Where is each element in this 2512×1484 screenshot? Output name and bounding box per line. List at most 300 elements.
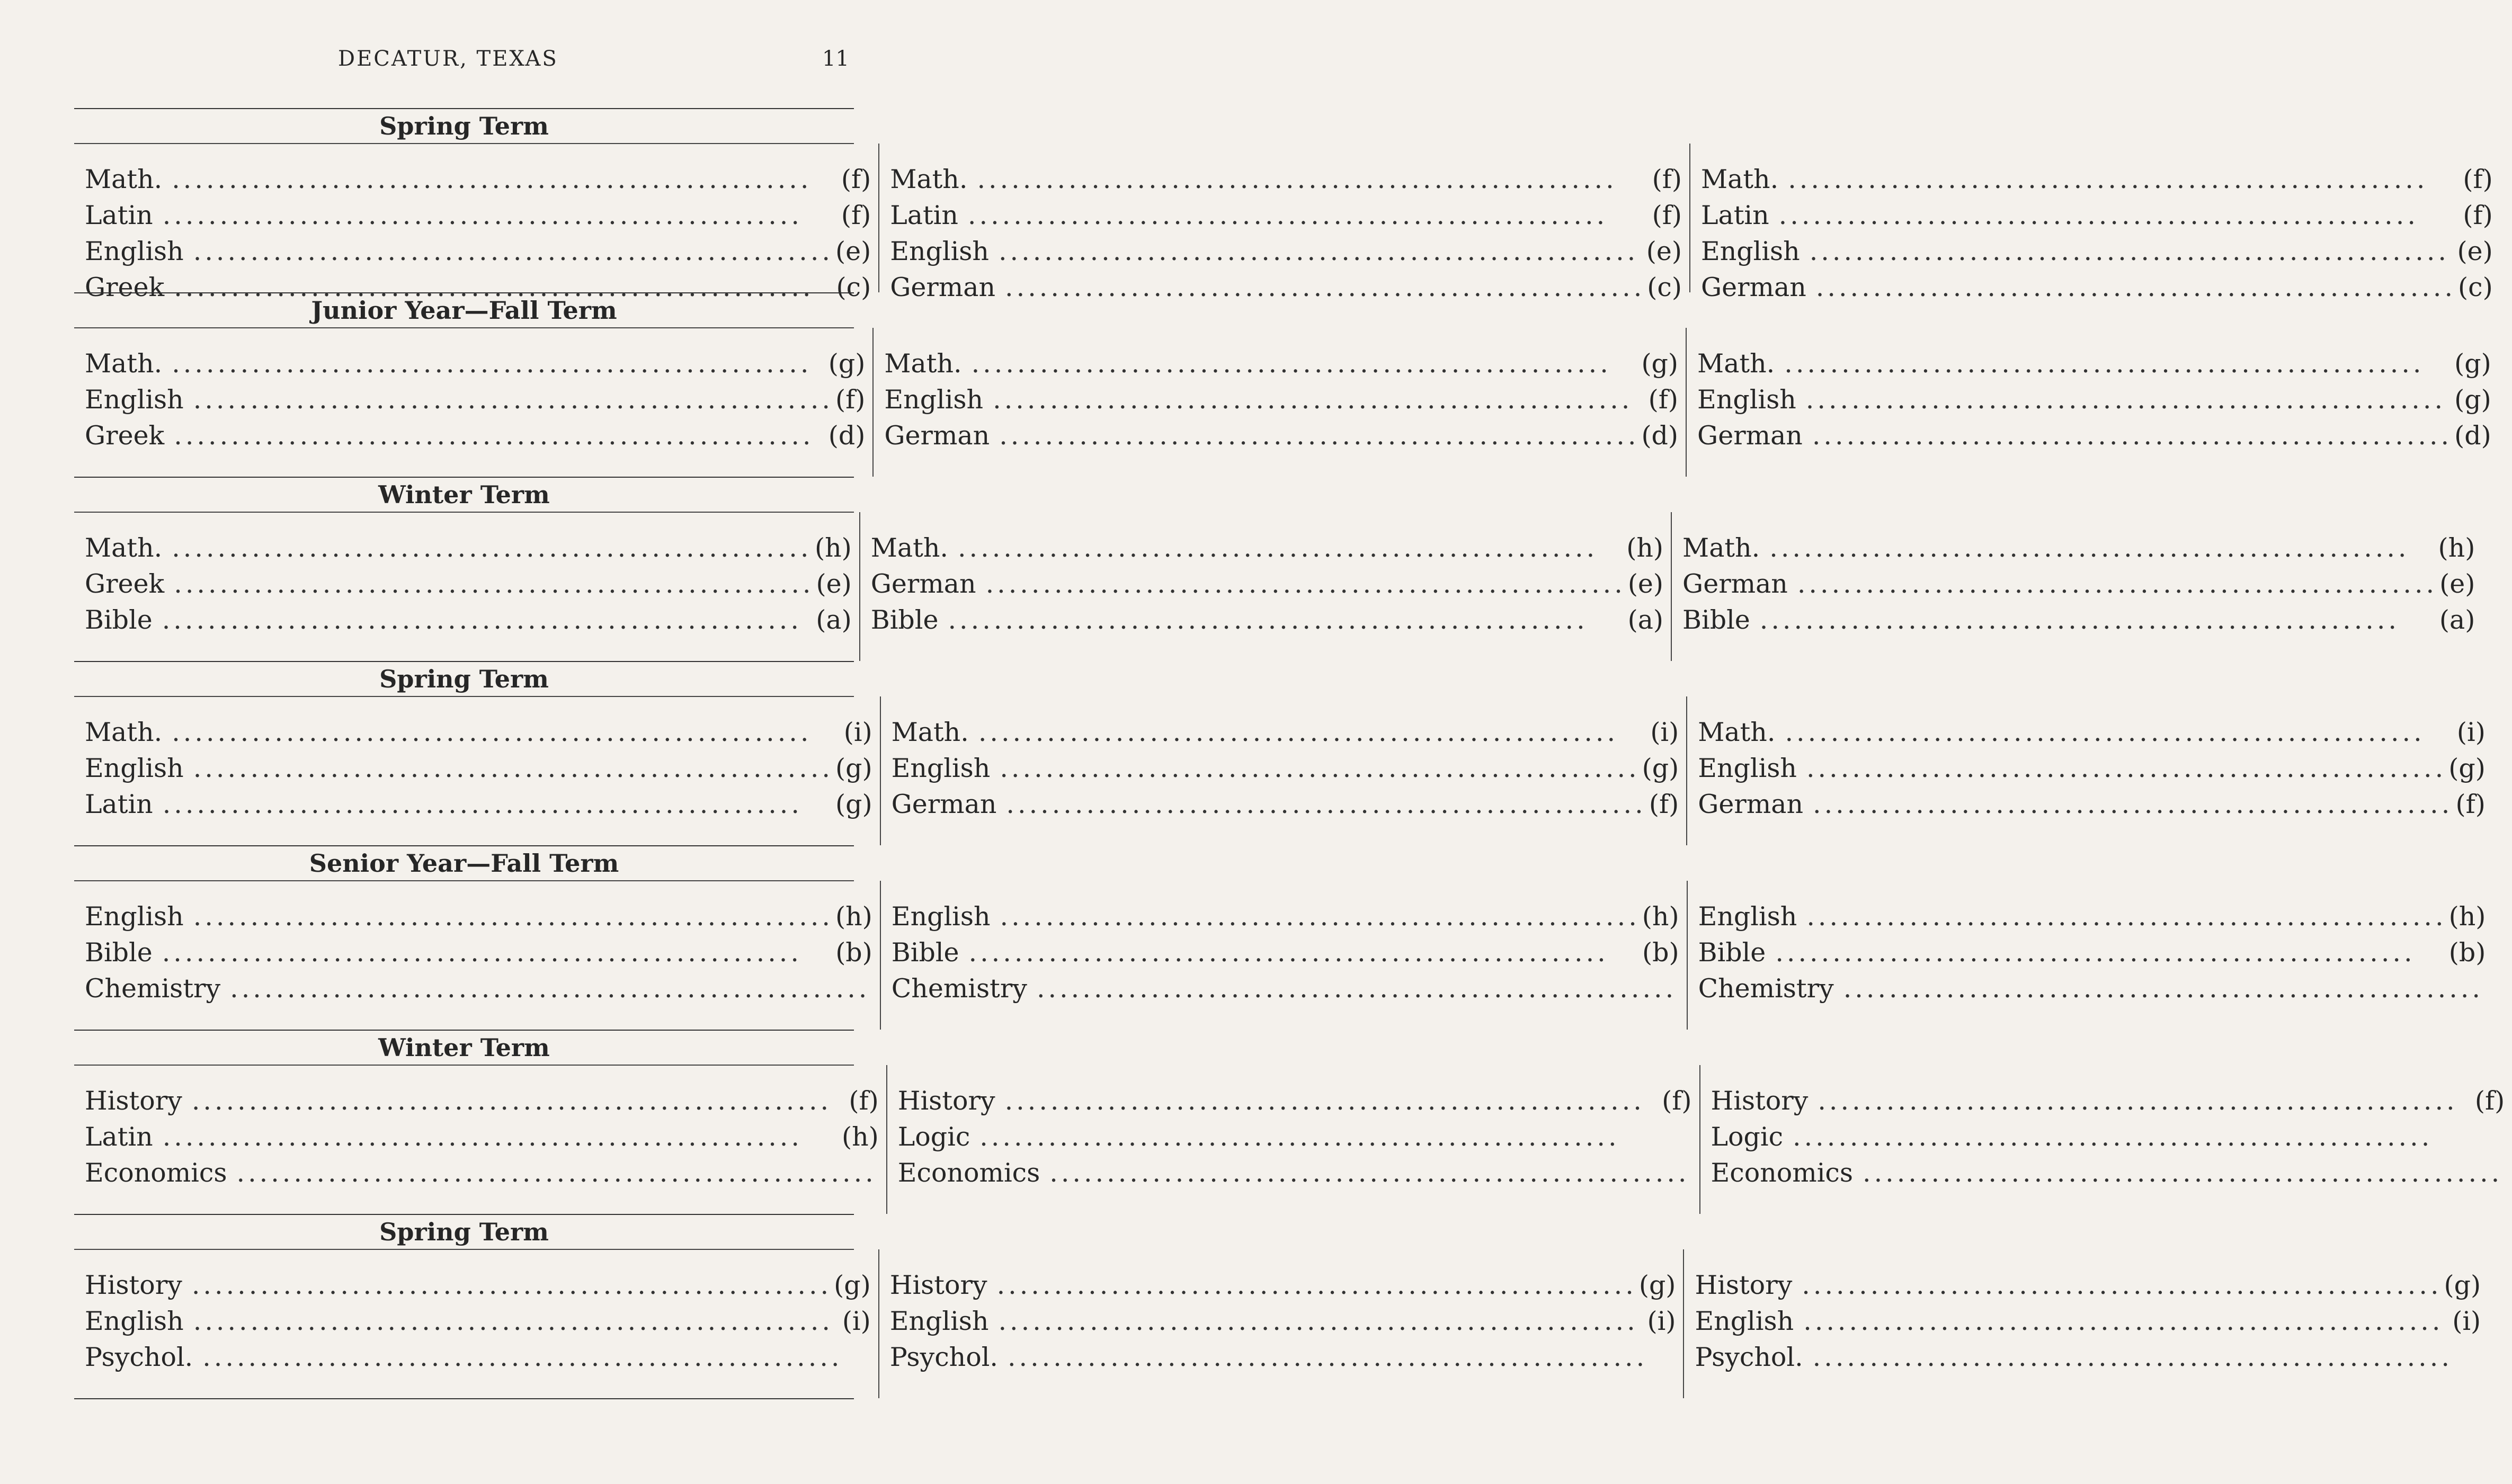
dot-leader — [1810, 234, 2455, 270]
dot-leader — [1785, 714, 2454, 750]
course-columns — [74, 328, 2491, 477]
course-row — [1682, 566, 2475, 602]
subject-name: English — [1695, 1306, 1794, 1336]
course-row — [1701, 198, 2493, 234]
running-title: DECATUR, TEXAS — [338, 47, 558, 71]
grade-code: (f) — [2463, 200, 2493, 230]
course-row — [85, 382, 865, 418]
course-row — [892, 935, 1679, 971]
dot-leader — [978, 714, 1648, 750]
course-row — [892, 750, 1679, 786]
dot-leader — [192, 1267, 832, 1303]
course-row — [1695, 1303, 2481, 1339]
course-column — [878, 144, 1689, 302]
section-rule — [74, 292, 854, 293]
dot-leader — [193, 750, 833, 786]
dot-leader — [979, 1119, 1689, 1155]
subject-name: English — [85, 753, 184, 783]
grade-code: (f) — [2463, 164, 2493, 194]
dot-leader — [1806, 382, 2452, 418]
grade-code: (e) — [2457, 236, 2493, 266]
course-columns — [74, 144, 2493, 302]
subject-name: German — [884, 421, 990, 451]
course-column — [74, 881, 880, 1030]
dot-leader — [1816, 270, 2456, 306]
subject-name: Economics — [85, 1158, 227, 1188]
subject-name: English — [891, 901, 991, 932]
grade-code: (i) — [1647, 1306, 1676, 1336]
dot-leader — [1812, 418, 2452, 454]
course-column — [74, 1065, 886, 1214]
dot-leader — [202, 1339, 868, 1375]
dot-leader — [163, 1119, 840, 1155]
grade-code: (g) — [835, 789, 872, 819]
subject-name: Chemistry — [85, 973, 221, 1004]
grade-code: (c) — [836, 272, 871, 302]
schedule-end — [74, 1398, 854, 1400]
dot-leader — [998, 1303, 1645, 1339]
section-rule — [74, 1214, 854, 1215]
subject-name: English — [1698, 901, 1797, 932]
dot-leader — [1788, 162, 2461, 198]
subject-name: Greek — [85, 569, 165, 599]
dot-leader — [163, 786, 833, 823]
course-row — [85, 1339, 871, 1375]
dot-leader — [969, 935, 1640, 971]
course-row — [85, 1119, 879, 1155]
term-section — [74, 292, 2491, 477]
course-row — [892, 971, 1679, 1007]
term-section — [74, 1030, 2505, 1214]
grade-code: (h) — [841, 1122, 879, 1152]
subject-name: Bible — [1698, 937, 1766, 968]
subject-name: Greek — [85, 421, 165, 451]
subject-name: Economics — [1711, 1158, 1853, 1188]
subject-name: Chemistry — [891, 973, 1027, 1004]
dot-leader — [1775, 935, 2446, 971]
course-column — [1686, 696, 2493, 845]
course-row — [1695, 1339, 2481, 1375]
subject-name: Psychol. — [85, 1342, 193, 1372]
dot-leader — [1779, 198, 2461, 234]
course-row — [85, 750, 872, 786]
grade-code: (g) — [835, 753, 872, 783]
course-row — [892, 899, 1679, 935]
subject-name: Bible — [891, 937, 959, 968]
subject-name: English — [1700, 236, 1800, 266]
grade-code: (f) — [841, 200, 871, 230]
grade-code: (f) — [2474, 1086, 2505, 1116]
grade-code: (g) — [2454, 385, 2491, 415]
subject-name: History — [85, 1086, 182, 1116]
subject-name: English — [891, 753, 991, 783]
subject-name: Math. — [1682, 533, 1760, 563]
course-column — [74, 144, 878, 302]
grade-code: (a) — [2439, 605, 2475, 635]
course-row — [85, 602, 852, 638]
dot-leader — [162, 935, 833, 971]
dot-leader — [1784, 346, 2452, 382]
course-row — [884, 382, 1678, 418]
dot-leader — [1802, 1267, 2442, 1303]
grade-code: (i) — [843, 717, 872, 747]
dot-leader — [1000, 750, 1640, 786]
course-row — [1711, 1119, 2505, 1155]
subject-name: Bible — [1682, 605, 1750, 635]
subject-name: History — [1711, 1086, 1809, 1116]
course-row — [85, 530, 852, 566]
dot-leader — [192, 1083, 847, 1119]
subject-name: Math. — [85, 533, 163, 563]
dot-leader — [1797, 566, 2437, 602]
subject-name: German — [891, 789, 997, 819]
section-title: Winter Term — [378, 480, 550, 509]
dot-leader — [1863, 1155, 2502, 1191]
grade-code: (f) — [849, 1086, 879, 1116]
section-rule — [74, 108, 854, 109]
course-row — [85, 198, 871, 234]
dot-leader — [1793, 1119, 2502, 1155]
course-column — [880, 881, 1687, 1030]
dot-leader — [172, 162, 839, 198]
grade-code: (g) — [2454, 348, 2491, 379]
course-row — [1701, 162, 2493, 198]
course-row — [1698, 971, 2486, 1007]
dot-leader — [1803, 1303, 2450, 1339]
section-rule — [74, 477, 854, 478]
dot-leader — [993, 382, 1646, 418]
course-row — [1682, 602, 2475, 638]
course-row — [871, 530, 1663, 566]
grade-code: (h) — [814, 533, 852, 563]
course-columns — [74, 1249, 2481, 1398]
course-columns — [74, 1065, 2505, 1214]
grade-code: (h) — [835, 901, 872, 932]
grade-code: (b) — [835, 937, 872, 968]
section-rule — [74, 1030, 854, 1031]
grade-code: (h) — [1626, 533, 1664, 563]
grade-code: (a) — [816, 605, 852, 635]
dot-leader — [1813, 786, 2453, 823]
course-row — [1697, 382, 2491, 418]
course-row — [1698, 750, 2486, 786]
section-rule — [74, 845, 854, 846]
grade-code: (f) — [1662, 1086, 1692, 1116]
dot-leader — [1008, 1339, 1673, 1375]
dot-leader — [1760, 602, 2437, 638]
subject-name: Bible — [85, 605, 153, 635]
course-row — [890, 162, 1682, 198]
course-row — [85, 1303, 871, 1339]
dot-leader — [1769, 530, 2436, 566]
section-title: Junior Year—Fall Term — [311, 296, 617, 325]
section-title: Spring Term — [379, 112, 549, 140]
dot-leader — [968, 198, 1650, 234]
grade-code: (g) — [2444, 1270, 2481, 1300]
grade-code: (e) — [816, 569, 852, 599]
course-row — [1698, 786, 2486, 823]
grade-code: (g) — [1642, 753, 1679, 783]
grade-code: (e) — [2439, 569, 2475, 599]
subject-name: Latin — [85, 789, 153, 819]
course-row — [85, 346, 865, 382]
dot-leader — [958, 530, 1624, 566]
dot-leader — [193, 899, 833, 935]
term-section — [74, 661, 2486, 845]
subject-name: History — [897, 1086, 995, 1116]
dot-leader — [972, 346, 1640, 382]
grade-code: (c) — [1647, 272, 1682, 302]
grade-code: (d) — [828, 421, 866, 451]
subject-name: Psychol. — [889, 1342, 998, 1372]
subject-name: German — [870, 569, 976, 599]
course-row — [1711, 1083, 2505, 1119]
course-row — [85, 1155, 879, 1191]
grade-code: (f) — [835, 385, 866, 415]
grade-code: (i) — [1650, 717, 1679, 747]
dot-leader — [999, 234, 1644, 270]
subject-name: Bible — [870, 605, 939, 635]
course-row — [890, 234, 1682, 270]
subject-name: Math. — [1697, 348, 1775, 379]
course-row — [85, 418, 865, 454]
course-row — [898, 1119, 1692, 1155]
subject-name: English — [1698, 753, 1797, 783]
course-row — [871, 566, 1663, 602]
subject-name: Math. — [884, 348, 962, 379]
term-section — [74, 477, 2475, 661]
course-row — [898, 1155, 1692, 1191]
grade-code: (f) — [1652, 200, 1682, 230]
section-title: Spring Term — [379, 665, 549, 693]
course-row — [871, 602, 1663, 638]
course-row — [85, 1083, 879, 1119]
grade-code: (b) — [1642, 937, 1679, 968]
subject-name: Greek — [85, 272, 165, 302]
course-row — [85, 714, 872, 750]
section-title: Senior Year—Fall Term — [309, 849, 619, 878]
grade-code: (f) — [2455, 789, 2486, 819]
grade-code: (e) — [835, 236, 871, 266]
course-column — [1699, 1065, 2512, 1214]
subject-name: Math. — [1700, 164, 1779, 194]
section-title: Winter Term — [378, 1033, 550, 1062]
course-row — [890, 1303, 1676, 1339]
dot-leader — [174, 418, 826, 454]
dot-leader — [1818, 1083, 2473, 1119]
subject-name: English — [890, 236, 989, 266]
course-row — [890, 1339, 1676, 1375]
course-row — [892, 786, 1679, 823]
grade-code: (g) — [2448, 753, 2486, 783]
subject-name: History — [1695, 1270, 1793, 1300]
course-row — [85, 1267, 871, 1303]
dot-leader — [999, 418, 1639, 454]
subject-name: German — [1682, 569, 1788, 599]
course-column — [74, 512, 859, 661]
dot-leader — [997, 1267, 1637, 1303]
course-row — [1701, 270, 2493, 306]
course-row — [1701, 234, 2493, 270]
section-title: Spring Term — [379, 1218, 549, 1246]
course-row — [85, 899, 872, 935]
course-row — [1697, 418, 2491, 454]
dot-leader — [162, 602, 814, 638]
course-row — [1697, 346, 2491, 382]
subject-name: English — [85, 385, 184, 415]
subject-name: Logic — [1711, 1122, 1784, 1152]
course-column — [1687, 881, 2493, 1030]
dot-leader — [193, 382, 833, 418]
grade-code: (i) — [2452, 1306, 2481, 1336]
dot-leader — [1005, 1083, 1660, 1119]
course-row — [890, 198, 1682, 234]
grade-code: (d) — [2454, 421, 2491, 451]
course-row — [85, 935, 872, 971]
subject-name: German — [1700, 272, 1806, 302]
course-row — [1695, 1267, 2481, 1303]
subject-name: German — [890, 272, 996, 302]
grade-code: (h) — [1642, 901, 1679, 932]
subject-name: English — [85, 901, 184, 932]
dot-leader — [1005, 270, 1645, 306]
grade-code: (e) — [1627, 569, 1664, 599]
subject-name: German — [1698, 789, 1804, 819]
grade-code: (d) — [1641, 421, 1679, 451]
course-row — [85, 162, 871, 198]
course-columns — [74, 512, 2475, 661]
course-column — [878, 1249, 1683, 1398]
subject-name: Math. — [891, 717, 969, 747]
course-column — [74, 1249, 878, 1398]
dot-leader — [986, 566, 1626, 602]
subject-name: History — [85, 1270, 182, 1300]
course-row — [85, 786, 872, 823]
section-rule — [74, 661, 854, 662]
subject-name: Math. — [85, 348, 163, 379]
page-number: 11 — [822, 47, 849, 71]
dot-leader — [977, 162, 1650, 198]
dot-leader — [1806, 750, 2446, 786]
subject-name: English — [85, 236, 184, 266]
subject-name: English — [884, 385, 984, 415]
course-row — [1682, 530, 2475, 566]
grade-code: (a) — [1627, 605, 1664, 635]
course-columns — [74, 696, 2486, 845]
course-column — [1686, 328, 2499, 477]
subject-name: German — [1697, 421, 1803, 451]
subject-name: Math. — [85, 164, 163, 194]
subject-name: Latin — [85, 1122, 153, 1152]
course-column — [859, 512, 1671, 661]
dot-leader — [1806, 899, 2446, 935]
course-column — [872, 328, 1686, 477]
course-column — [1683, 1249, 2488, 1398]
dot-leader — [1049, 1155, 1689, 1191]
dot-leader — [1037, 971, 1677, 1007]
subject-name: Economics — [897, 1158, 1040, 1188]
dot-leader — [237, 1155, 877, 1191]
term-section — [74, 845, 2486, 1030]
course-row — [890, 1267, 1676, 1303]
subject-name: Math. — [870, 533, 948, 563]
grade-code: (f) — [1649, 789, 1679, 819]
subject-name: Math. — [1698, 717, 1776, 747]
subject-name: Latin — [1700, 200, 1769, 230]
grade-code: (g) — [1641, 348, 1679, 379]
dot-leader — [163, 198, 839, 234]
grade-code: (f) — [841, 164, 871, 194]
subject-name: Chemistry — [1698, 973, 1834, 1004]
dot-leader — [193, 1303, 840, 1339]
subject-name: English — [1697, 385, 1796, 415]
course-row — [1698, 899, 2486, 935]
dot-leader — [1000, 899, 1640, 935]
subject-name: History — [889, 1270, 987, 1300]
subject-name: English — [85, 1306, 184, 1336]
grade-code: (h) — [2448, 901, 2486, 932]
course-row — [884, 418, 1678, 454]
grade-code: (i) — [842, 1306, 871, 1336]
dot-leader — [1843, 971, 2484, 1007]
closing-rule — [74, 1398, 854, 1399]
grade-code: (i) — [2456, 717, 2486, 747]
dot-leader — [172, 530, 813, 566]
grade-code: (f) — [1648, 385, 1679, 415]
subject-name: Latin — [890, 200, 958, 230]
course-column — [1671, 512, 2482, 661]
subject-name: Math. — [890, 164, 968, 194]
subject-name: Latin — [85, 200, 153, 230]
dot-leader — [230, 971, 870, 1007]
course-row — [1698, 935, 2486, 971]
course-row — [85, 566, 852, 602]
term-section — [74, 108, 2493, 302]
grade-code: (e) — [1646, 236, 1682, 266]
dot-leader — [172, 714, 841, 750]
running-head — [0, 47, 915, 78]
dot-leader — [1006, 786, 1646, 823]
grade-code: (b) — [2448, 937, 2486, 968]
course-row — [85, 234, 871, 270]
course-row — [884, 346, 1678, 382]
course-column — [74, 328, 872, 477]
course-column — [74, 696, 880, 845]
course-columns — [74, 881, 2486, 1030]
grade-code: (g) — [828, 348, 866, 379]
grade-code: (f) — [1652, 164, 1682, 194]
subject-name: Psychol. — [1695, 1342, 1803, 1372]
course-column — [880, 696, 1687, 845]
course-row — [892, 714, 1679, 750]
grade-code: (g) — [834, 1270, 871, 1300]
grade-code: (c) — [2458, 272, 2493, 302]
term-section — [74, 1214, 2481, 1398]
subject-name: Logic — [897, 1122, 970, 1152]
dot-leader — [948, 602, 1625, 638]
course-column — [1689, 144, 2500, 302]
dot-leader — [174, 566, 814, 602]
grade-code: (g) — [1638, 1270, 1676, 1300]
course-row — [85, 971, 872, 1007]
course-schedule — [74, 108, 2505, 1400]
grade-code: (h) — [2438, 533, 2475, 563]
dot-leader — [172, 346, 826, 382]
course-row — [1711, 1155, 2505, 1191]
course-column — [886, 1065, 1699, 1214]
subject-name: English — [889, 1306, 989, 1336]
course-row — [898, 1083, 1692, 1119]
